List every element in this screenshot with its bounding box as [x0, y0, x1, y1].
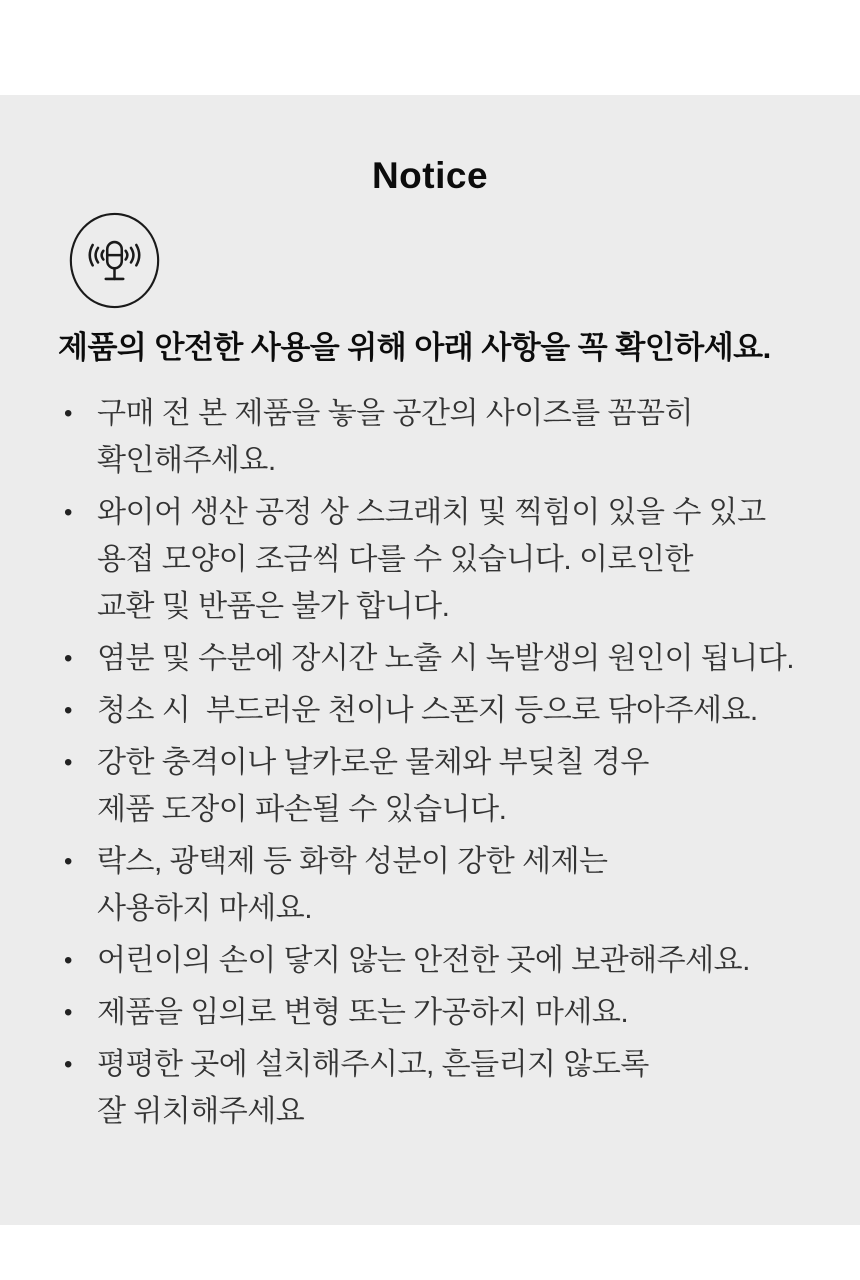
list-item-line: 강한 충격이나 날카로운 물체와 부딪칠 경우 — [97, 745, 649, 779]
list-item-text — [97, 489, 766, 630]
list-item — [60, 838, 860, 932]
list-item-text — [97, 635, 794, 682]
list-item-line: 어린이의 손이 닿지 않는 안전한 곳에 보관해주세요. — [97, 943, 750, 977]
list-item-text — [97, 989, 628, 1036]
list-item-text — [97, 1041, 649, 1135]
bullet-marker: • — [64, 696, 73, 724]
list-item — [60, 390, 860, 484]
list-item-line: 제품 도장이 파손될 수 있습니다. — [97, 792, 507, 826]
list-item — [60, 1041, 860, 1135]
list-item — [60, 989, 860, 1036]
bullet-marker: • — [64, 748, 73, 776]
list-item — [60, 635, 860, 682]
bullet-marker: • — [64, 946, 73, 974]
list-item-text — [97, 937, 750, 984]
announcement-mic-icon — [66, 212, 163, 309]
list-item-line: 구매 전 본 제품을 놓을 공간의 사이즈를 꼼꼼히 — [97, 396, 693, 430]
bullet-marker: • — [64, 998, 73, 1026]
list-item — [60, 739, 860, 833]
bullet-marker: • — [64, 399, 73, 427]
bullet-marker: • — [64, 644, 73, 672]
bullet-marker: • — [64, 847, 73, 875]
list-item — [60, 489, 860, 630]
list-item-line: 용접 모양이 조금씩 다를 수 있습니다. 이로인한 — [97, 542, 693, 576]
list-item — [60, 687, 860, 734]
list-item-text — [97, 390, 693, 484]
list-item-text — [97, 838, 608, 932]
list-item-line: 교환 및 반품은 불가 합니다. — [97, 589, 450, 623]
list-item-line: 염분 및 수분에 장시간 노출 시 녹발생의 원인이 됩니다. — [97, 641, 795, 675]
list-item-line: 락스, 광택제 등 화학 성분이 강한 세제는 — [97, 844, 608, 878]
list-item — [60, 937, 860, 984]
list-item-line: 확인해주세요. — [97, 443, 276, 477]
list-item-line: 제품을 임의로 변형 또는 가공하지 마세요. — [97, 995, 629, 1029]
announcement-mic-icon-svg — [66, 212, 163, 309]
bullet-marker: • — [64, 498, 73, 526]
notice-heading: 제품의 안전한 사용을 위해 아래 사항을 꼭 확인하세요. — [58, 330, 771, 365]
bullet-marker: • — [64, 1050, 73, 1078]
notice-panel — [0, 95, 860, 1225]
notice-list — [0, 390, 860, 1135]
section-title: Notice — [371, 155, 489, 196]
list-item-line: 평평한 곳에 설치해주시고, 흔들리지 않도록 — [97, 1047, 649, 1081]
list-item-line: 와이어 생산 공정 상 스크래치 및 찍힘이 있을 수 있고 — [97, 495, 766, 529]
list-item-line: 잘 위치해주세요 — [97, 1094, 305, 1128]
list-item-text — [97, 687, 758, 734]
list-item-line: 청소 시 부드러운 천이나 스폰지 등으로 닦아주세요. — [97, 693, 758, 727]
list-item-line: 사용하지 마세요. — [97, 891, 313, 925]
list-item-text — [97, 739, 649, 833]
